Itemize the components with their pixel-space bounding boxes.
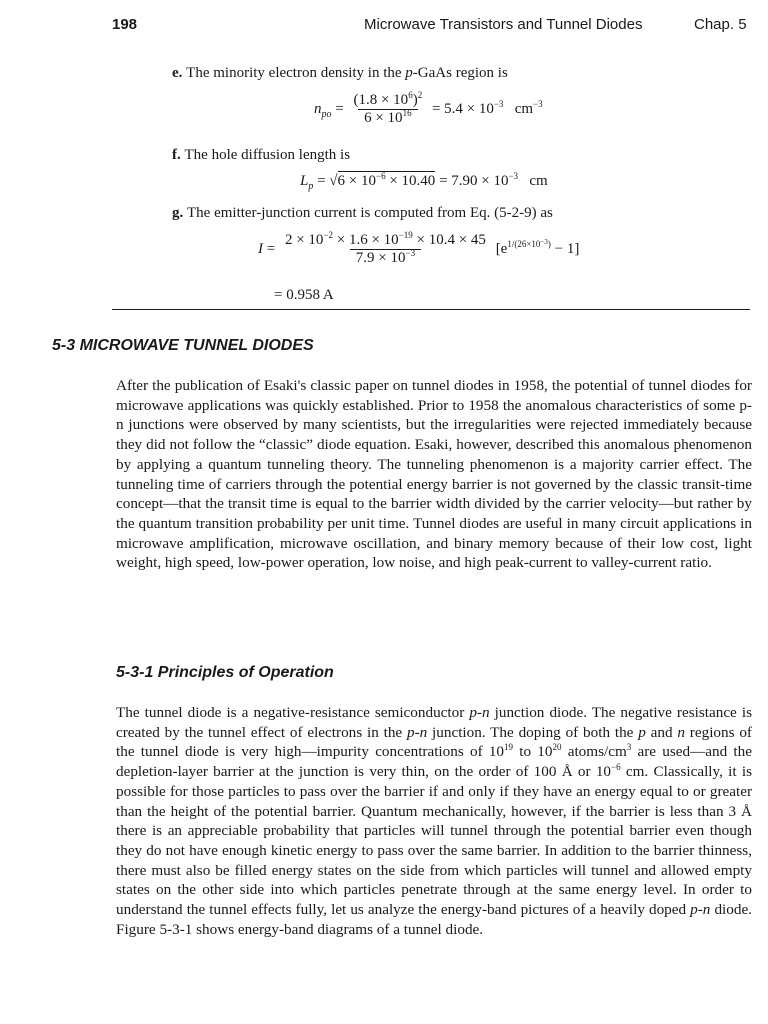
fraction: $\frac{2 \times 10^{-2} \times 1.6 \times 10^{-19} \times 10.4 \times 45}{7.9 \times 10^{-3}}$ <box>284 230 486 266</box>
equation-npo: $n_{po}$ = $\frac{(1.8 \times 10^6)^2}{6 \times 10^{16}}$ = $5.4 \times 10^{-3}$ $cm^{-3}$ <box>314 90 543 126</box>
item-e-label: e. <box>172 65 183 81</box>
item-e-text: e. The minority electron density in the p-GaAs region is <box>172 65 508 81</box>
section-divider <box>112 309 750 310</box>
item-f-text: f. The hole diffusion length is <box>172 147 351 163</box>
running-title: Microwave Transistors and Tunnel Diodes <box>364 16 643 33</box>
fraction: $\frac{(1.8 \times 10^6)^2}{6 \times 10^{16}}$ <box>353 90 423 126</box>
subsection-heading: 5-3-1 Principles of Operation <box>116 664 334 681</box>
equation-current: I = $\frac{2 \times 10^{-2} \times 1.6 \times 10^{-19} \times 10.4 \times 45}{7.9 \times 10^{-3}}$ $[e^{1/(26\times 10^{-3})} - 1]$ <box>258 230 580 266</box>
item-g-label: g. <box>172 205 184 221</box>
item-f-label: f. <box>172 147 181 163</box>
item-g-text: g. The emitter-junction current is computed from Eq. (5-2-9) as <box>172 205 553 221</box>
equation-lp: $L_p = √6 \times 10^{-6} \times 10.40 = 7.90 \times 10^{-3}$ cm <box>300 171 548 192</box>
equation-result: = 0.958 A <box>274 287 334 303</box>
section-heading: 5-3 MICROWAVE TUNNEL DIODES <box>52 337 314 354</box>
section-paragraph: After the publication of Esaki's classic paper on tunnel diodes in 1958, the potential of tunnel diodes for microwave applications was quickly established. Prior to 1958 the anomalous characteristics of some p-n junctions were observed by many scientists, but the irregularities were rejected immediately because they did not follow the “classic” diode equation. Esaki, however, described this anomalous phenomenon by applying a quantum tunneling theory. The tunneling phenomenon is a majority carrier effect. The tunneling time of carriers through the potential energy barrier is not governed by the classic transit-time concept—that the transit time is equal to the barrier width divided by the carrier velocity—but rather by the quantum transition probability per unit time. Tunnel diodes are useful in many circuit applications in microwave amplification, microwave oscillation, and binary memory because of their low cost, light weight, high speed, low-power operation, low noise, and high peak-current to valley-current ratio. <box>116 377 752 572</box>
page-number: 198 <box>112 16 138 33</box>
chapter-label: Chap. 5 <box>694 16 747 33</box>
subsection-paragraph: The tunnel diode is a negative-resistance semiconductor p-n junction diode. The negative resistance is created by the tunnel effect of electrons in the p-n junction. The doping of both the p and n regions of the tunnel diode is very high—impurity concentrations of $10^{19}$ to $10^{20}$ atoms/$cm^3$ are used—and the depletion-layer barrier at the junction is very thin, on the order of 100 Å or $10^{-6}$ cm. Classically, it is possible for those particles to pass over the barrier if and only if they have an energy equal to or greater than the height of the potential barrier. Quantum mechanically, however, if the barrier is less than 3 Å there is an appreciable probability that particles will tunnel through the potential barrier even though they do not have enough kinetic energy to pass over the same barrier. In addition to the barrier thinness, there must also be filled energy states on the side from which particles will tunnel and allowed empty states on the other side into which particles penetrate through at the same energy level. In order to understand the tunnel effects fully, let us analyze the energy-band pictures of a heavily doped p-n diode. Figure 5-3-1 shows energy-band diagrams of a tunnel diode. <box>116 704 752 938</box>
